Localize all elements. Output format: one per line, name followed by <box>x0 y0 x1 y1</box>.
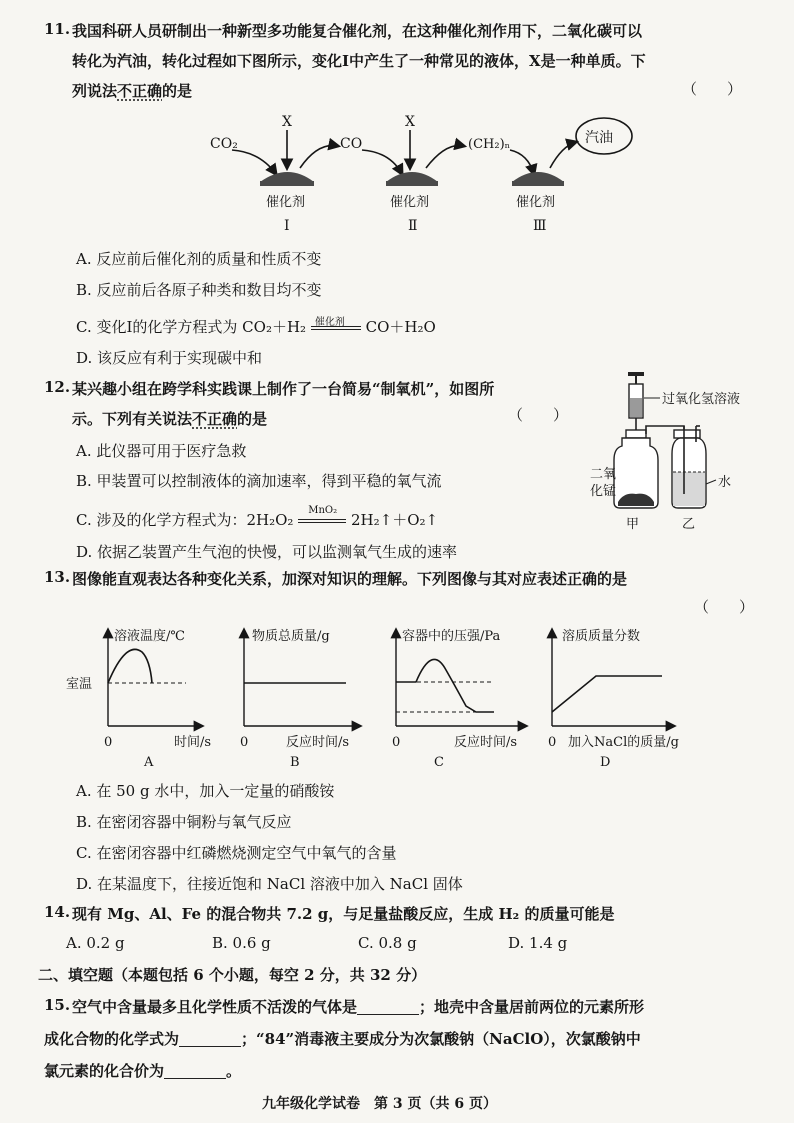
q13-option-b[interactable]: B. 在密闭容器中铜粉与氧气反应 <box>76 813 292 831</box>
q11-number: 11. <box>44 20 71 38</box>
q12-line1: 某兴趣小组在跨学科实践课上制作了一台简易“制氧机”，如图所 <box>72 380 495 398</box>
q13-option-d[interactable]: D. 在某温度下，往接近饱和 NaCl 溶液中加入 NaCl 固体 <box>76 875 463 893</box>
q11-option-b[interactable]: B. 反应前后各原子种类和数目均不变 <box>76 281 322 299</box>
water-leader <box>706 480 716 484</box>
graph-c-x-label: 反应时间/s <box>454 735 518 750</box>
q11-co2-label: CO₂ <box>210 136 238 152</box>
page-footer: 九年级化学试卷 第 3 页（共 6 页） <box>262 1096 497 1112</box>
q14-option-a[interactable]: A. 0.2 g <box>66 934 125 952</box>
q15-line1 <box>72 996 644 1017</box>
q15-line3-b: 。 <box>226 1062 242 1080</box>
jia-label: 甲 <box>626 517 640 532</box>
q11-line3-c: 的是 <box>162 82 193 100</box>
q11-line2: 转化为汽油，转化过程如下图所示，变化Ⅰ中产生了一种常见的液体，X是一种单质。下 <box>72 52 646 70</box>
graph-a-room-temp: 室温 <box>66 677 93 692</box>
q14-option-d[interactable]: D. 1.4 g <box>508 934 568 952</box>
jia-stopper <box>626 430 646 438</box>
q12-option-c[interactable] <box>76 505 439 530</box>
q11-catalyst-base-1 <box>260 181 314 186</box>
graph-b-x-label: 反应时间/s <box>286 735 350 750</box>
q12-option-c-suffix: 2H₂↑＋O₂↑ <box>351 511 439 529</box>
q11-step-2: Ⅱ <box>408 218 418 234</box>
q11-line1: 我国科研人员研制出一种新型多功能复合催化剂，在这种催化剂作用下，二氧化碳可以 <box>72 22 643 40</box>
q11-catalyst-diagram <box>190 112 640 240</box>
q13-stem: 图像能直观表达各种变化关系，加深对知识的理解。下列图像与其对应表述正确的是 <box>72 570 628 588</box>
q13-option-a[interactable]: A. 在 50 g 水中，加入一定量的硝酸铵 <box>76 782 335 800</box>
q13-number: 13. <box>44 568 71 586</box>
q11-reaction-condition: 催化剂 <box>314 317 345 328</box>
yi-label: 乙 <box>682 517 696 532</box>
q11-catalyst-label-3: 催化剂 <box>516 195 556 210</box>
q11-option-d[interactable]: D. 该反应有利于实现碳中和 <box>76 349 263 367</box>
graph-d-origin: 0 <box>548 735 557 750</box>
graph-c-curve <box>396 659 494 712</box>
q11-emphasis-not-correct: 不正确 <box>117 82 163 100</box>
graph-d-letter: D <box>600 755 611 768</box>
q11-ch2n-label: (CH₂)ₙ <box>468 137 511 152</box>
q11-arrow-co-out <box>300 145 338 168</box>
water-label: 水 <box>718 475 732 490</box>
q11-option-c[interactable] <box>76 316 436 337</box>
graph-a-origin: 0 <box>104 735 113 750</box>
yi-water <box>673 472 705 506</box>
graph-a-letter: A <box>144 755 154 768</box>
graph-c-y-label: 容器中的压强/Pa <box>402 629 501 644</box>
q11-arrow-co2-in <box>232 150 276 174</box>
q14-number: 14. <box>44 903 71 921</box>
q11-co-label: CO <box>340 136 363 152</box>
syringe-plunger-head <box>628 372 644 376</box>
q11-catalyst-label-1: 催化剂 <box>266 195 306 210</box>
graph-a-y-label: 溶液温度/℃ <box>114 629 185 644</box>
q15-blank-1[interactable] <box>357 998 419 1015</box>
q13-graph-d <box>534 620 704 768</box>
h2o2-label: 过氧化氢溶液 <box>662 392 741 407</box>
q11-gasoline-label: 汽油 <box>585 130 613 146</box>
q13-graph-c <box>376 620 536 768</box>
q15-line1-b: ；地壳中含量居前两位的元素所形 <box>419 998 645 1016</box>
q11-arrow-gasoline-out <box>550 142 576 168</box>
q11-x1-label: X <box>282 114 292 130</box>
q12-line2 <box>72 408 267 429</box>
q11-x2-label: X <box>405 114 415 130</box>
graph-b-origin: 0 <box>240 735 249 750</box>
q13-answer-paren[interactable]: （ ） <box>694 598 755 616</box>
q11-line3 <box>72 80 192 101</box>
q11-catalyst-dome-2 <box>386 172 438 182</box>
graph-d-x-label: 加入NaCl的质量/g <box>568 735 679 750</box>
graph-d-curve <box>552 676 662 712</box>
graph-c-origin: 0 <box>392 735 401 750</box>
q11-line3-a: 列说法 <box>72 82 118 100</box>
q12-reaction-arrow <box>298 505 346 523</box>
syringe-liquid <box>630 398 642 417</box>
q12-line2-c: 的是 <box>237 410 268 428</box>
q11-answer-paren[interactable]: （ ） <box>682 80 743 98</box>
q12-option-c-prefix: C. 涉及的化学方程式为：2H₂O₂ <box>76 511 294 529</box>
q15-blank-3[interactable] <box>164 1062 226 1079</box>
q12-number: 12. <box>44 378 71 396</box>
q11-arrow-ch2-out <box>426 145 464 168</box>
q13-graph-b <box>222 620 372 768</box>
q14-option-c[interactable]: C. 0.8 g <box>358 934 417 952</box>
q11-step-1: Ⅰ <box>284 218 290 234</box>
q12-option-b[interactable]: B. 甲装置可以控制液体的滴加速率，得到平稳的氧气流 <box>76 472 442 490</box>
q11-catalyst-dome-1 <box>260 172 314 182</box>
q15-line2 <box>44 1028 641 1049</box>
q12-reaction-condition: MnO₂ <box>308 505 338 516</box>
q12-emphasis-not-correct: 不正确 <box>192 410 238 428</box>
q11-step-3: Ⅲ <box>533 218 547 234</box>
q11-option-c-prefix: C. 变化Ⅰ的化学方程式为 CO₂＋H₂ <box>76 318 307 336</box>
q15-line3-a: 氯元素的化合价为 <box>44 1062 165 1080</box>
q13-option-c[interactable]: C. 在密闭容器中红磷燃烧测定空气中氧气的含量 <box>76 844 397 862</box>
graph-d-y-label: 溶质质量分数 <box>562 629 641 644</box>
q11-arrow-co-in <box>362 150 402 174</box>
q11-option-c-suffix: CO＋H₂O <box>365 318 436 336</box>
q15-blank-2[interactable] <box>179 1030 241 1047</box>
graph-b-y-label: 物质总质量/g <box>252 629 330 644</box>
q15-line3 <box>44 1060 241 1081</box>
q12-oxygen-generator-apparatus <box>588 368 788 536</box>
q11-catalyst-label-2: 催化剂 <box>390 195 430 210</box>
mno2-label-line1: 二氧 <box>590 467 617 482</box>
q13-graph-a <box>66 620 216 768</box>
q15-line1-a: 空气中含量最多且化学性质不活泼的气体是 <box>72 998 358 1016</box>
q11-catalyst-base-3 <box>512 181 564 186</box>
q15-number: 15. <box>44 996 71 1014</box>
q11-catalyst-base-2 <box>386 181 438 186</box>
q11-arrow-ch2-in <box>510 150 534 174</box>
q11-catalyst-dome-3 <box>512 172 564 182</box>
q12-answer-paren[interactable]: （ ） <box>508 406 569 424</box>
q11-reaction-arrow <box>311 317 361 330</box>
graph-a-x-label: 时间/s <box>174 735 212 750</box>
graph-a-curve <box>108 649 152 683</box>
q12-option-a[interactable]: A. 此仪器可用于医疗急救 <box>76 442 247 460</box>
q14-option-b[interactable]: B. 0.6 g <box>212 934 271 952</box>
graph-b-letter: B <box>290 755 300 768</box>
q12-option-d[interactable]: D. 依据乙装置产生气泡的快慢，可以监测氧气生成的速率 <box>76 543 458 561</box>
q14-stem: 现有 Mg、Al、Fe 的混合物共 7.2 g，与足量盐酸反应，生成 H₂ 的质量可能是 <box>72 905 615 923</box>
q12-line2-a: 示。下列有关说法 <box>72 410 193 428</box>
mno2-label-line2: 化锰 <box>590 484 617 499</box>
q15-line2-b: ；“84”消毒液主要成分为次氯酸钠（NaClO），次氯酸钠中 <box>241 1030 641 1048</box>
q11-option-a[interactable]: A. 反应前后催化剂的质量和性质不变 <box>76 250 322 268</box>
q15-line2-a: 成化合物的化学式为 <box>44 1030 180 1048</box>
section-2-title: 二、填空题（本题包括 6 个小题，每空 2 分，共 32 分） <box>38 966 427 984</box>
graph-c-letter: C <box>434 755 444 768</box>
